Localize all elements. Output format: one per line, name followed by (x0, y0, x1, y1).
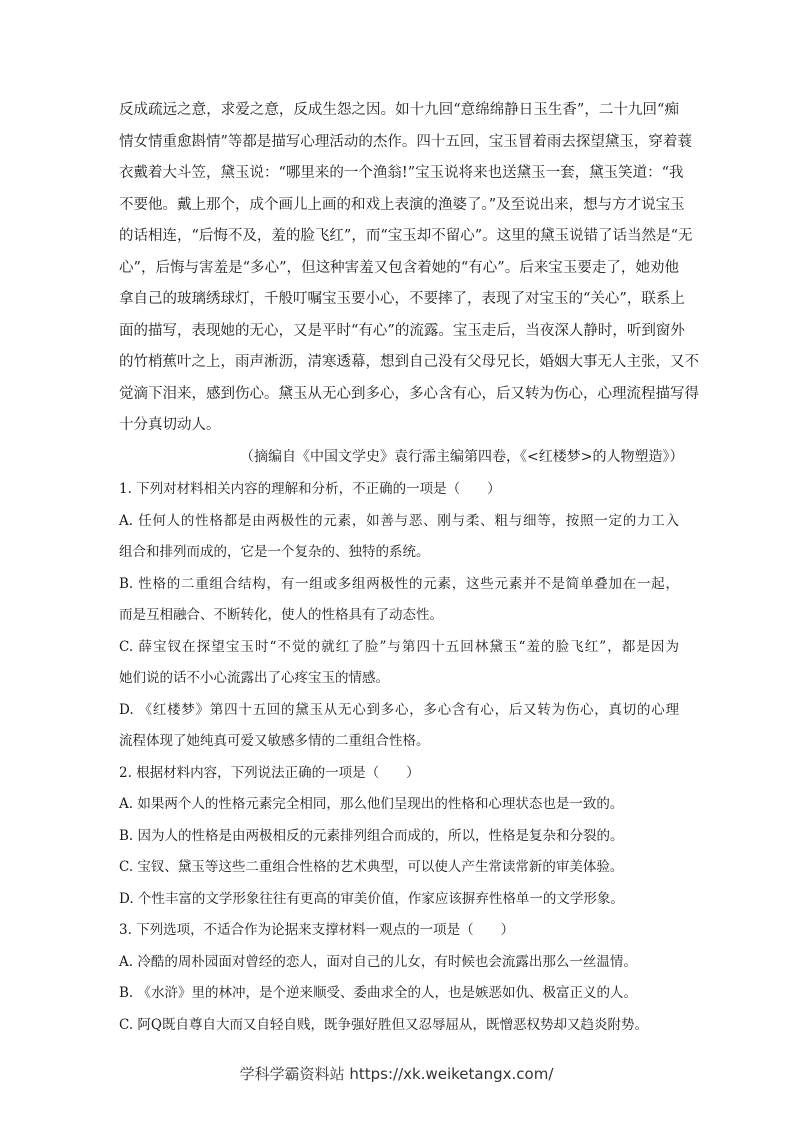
question-3-option-b: B. 《水浒》里的林冲，是个逆来顺受、委曲求全的人，也是嫉恶如仇、极富正义的人。 (119, 985, 638, 1001)
question-1-stem: 1. 下列对材料相关内容的理解和分析，不正确的一项是（ ） (119, 481, 501, 497)
question-1-option-a-cont: 组合和排列而成的，它是一个复杂的、独特的系统。 (119, 544, 430, 560)
question-1-option-c-cont: 她们说的话不小心流露出了心疼宝玉的情感。 (119, 670, 389, 686)
passage-line: 的竹梢蕉叶之上，雨声淅沥，清寒透幕，想到自己没有父母兄长，婚姻大事无人主张，又不 (119, 354, 699, 370)
question-1-option-b: B. 性格的二重组合结构，有一组或多组两极性的元素，这些元素并不是简单叠加在一起， (119, 576, 679, 592)
question-3-option-a: A. 冷酷的周朴园面对曾经的恋人，面对自己的儿女，有时候也会流露出那么一丝温情。 (119, 954, 637, 970)
question-1-option-a: A. 任何人的性格都是由两极性的元素，如善与恶、刚与柔、粗与细等，按照一定的力工入 (119, 513, 679, 529)
question-3-option-c: C. 阿Q既自尊自大而又自轻自贱，既争强好胜但又忍辱屈从，既憎恶权势却又趋炎附势。 (119, 1017, 648, 1033)
passage-line: 心”，后悔与害羞是“多心”，但这种害羞又包含着她的“有心”。后来宝玉要走了，她劝他 (119, 260, 679, 276)
question-3-stem: 3. 下列选项，不适合作为论据来支撑材料一观点的一项是（ ） (119, 922, 515, 938)
passage-line: 的话相连，“后悔不及，羞的脸飞红”，而“宝玉却不留心”。这里的黛玉说错了话当然是“无 (119, 228, 693, 244)
question-1-option-d-cont: 流程体现了她纯真可爱又敏感多情的二重组合性格。 (119, 733, 430, 749)
passage-line: 情女情重愈斟情”等都是描写心理活动的杰作。四十五回，宝玉冒着雨去探望黛玉，穿着蓑 (119, 134, 692, 150)
passage-line: 面的描写，表现她的无心，又是平时“有心”的流露。宝玉走后，当夜深人静时，听到窗外 (119, 323, 685, 339)
passage-line: 拿自己的玻璃绣球灯，千般叮嘱宝玉要小心，不要摔了，表现了对宝玉的“关心”，联系上 (119, 291, 685, 307)
page-footer: 学科学霸资料站 https://xk.weiketangx.com/ (239, 1065, 554, 1083)
passage-line: 衣戴着大斗笠，黛玉说：“哪里来的一个渔翁!”宝玉说将来也送黛玉一套，黛玉笑道：“我 (119, 165, 684, 181)
question-2-option-b: B. 因为人的性格是由两极相反的元素排列组合而成的，所以，性格是复杂和分裂的。 (119, 828, 624, 844)
source-citation: （摘编自《中国文学史》袁行霈主编第四卷，《<红楼梦>的人物塑造》） (240, 449, 684, 465)
passage-line: 十分真切动人。 (119, 417, 221, 433)
passage-line: 反成疏远之意，求爱之意，反成生怨之因。如十九回“意绵绵静日玉生香”，二十九回“痴 (119, 102, 679, 118)
question-1-option-b-cont: 而是互相融合、不断转化，使人的性格具有了动态性。 (119, 607, 443, 623)
question-2-stem: 2. 根据材料内容，下列说法正确的一项是（ ） (119, 765, 420, 781)
question-2-option-a: A. 如果两个人的性格元素完全相同，那么他们呈现出的性格和心理状态也是一致的。 (119, 796, 624, 812)
question-2-option-d: D. 个性丰富的文学形象往往有更高的审美价值，作家应该摒弃性格单一的文学形象。 (119, 891, 624, 907)
question-1-option-d: D. 《红楼梦》第四十五回的黛玉从无心到多心，多心含有心，后又转为伤心，真切的心理 (119, 702, 679, 718)
passage-line: 不要他。戴上那个，成个画儿上画的和戏上表演的渔婆了。”及至说出来，想与方才说宝玉 (119, 197, 685, 213)
question-2-option-c: C. 宝钗、黛玉等这些二重组合性格的艺术典型，可以使人产生常读常新的审美体验。 (119, 859, 624, 875)
question-1-option-c: C. 薛宝钗在探望宝玉时“不觉的就红了脸”与第四十五回林黛玉“羞的脸飞红”，都是因为 (119, 639, 679, 655)
passage-line: 觉滴下泪来，感到伤心。黛玉从无心到多心，多心含有心，后又转为伤心，心理流程描写得 (119, 386, 699, 402)
